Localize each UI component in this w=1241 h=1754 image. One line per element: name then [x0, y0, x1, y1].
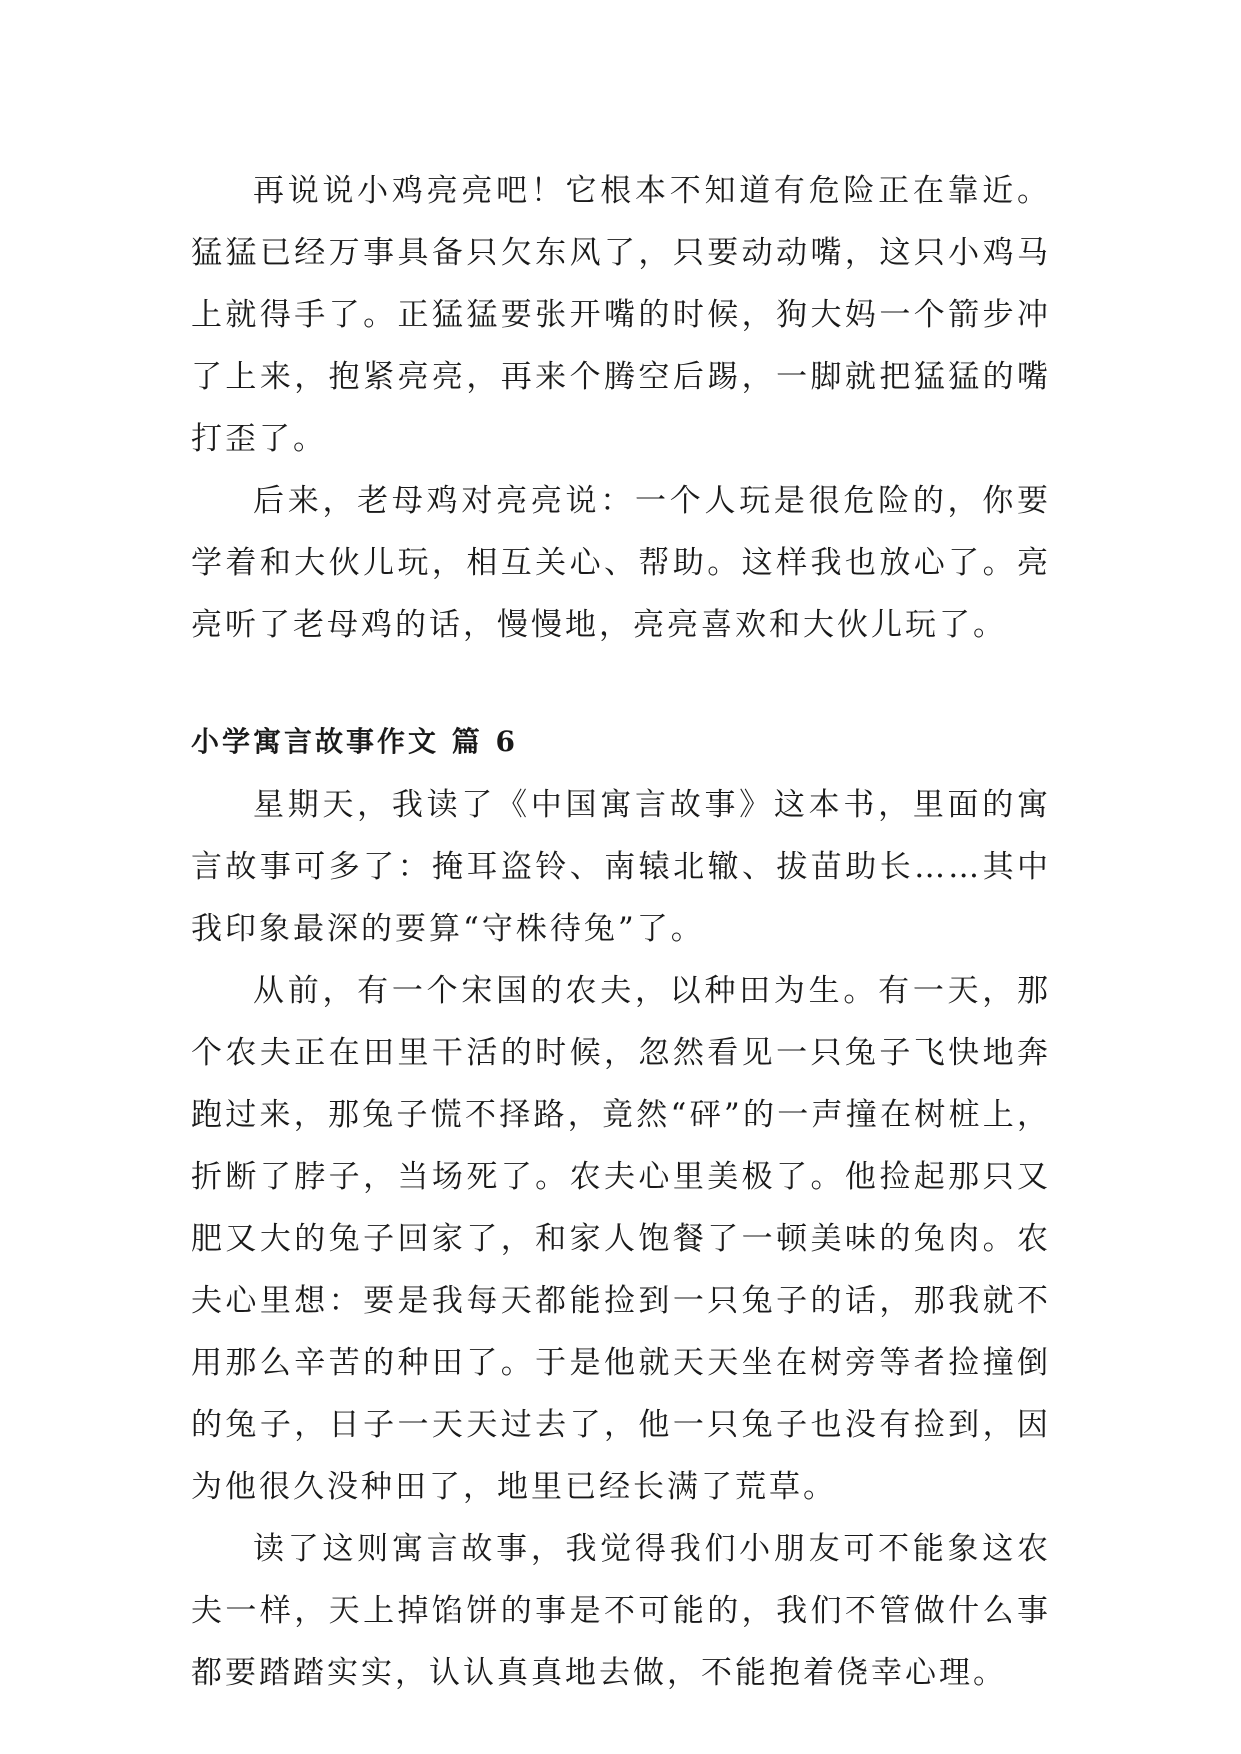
paragraph-reflection: 读了这则寓言故事，我觉得我们小朋友可不能象这农夫一样，天上掉馅饼的事是不可能的，我们不管做什么事都要踏踏实实，认认真真地去做，不能抱着侥幸心理。: [191, 1531, 1051, 1691]
section-spacer: [191, 656, 1051, 714]
section-title: 小学寓言故事作文 篇 6: [191, 725, 518, 758]
paragraph-story-farmer: 从前，有一个宋国的农夫，以种田为生。有一天，那个农夫正在田里干活的时候，忽然看见一只兔子飞快地奔跑过来，那兔子慌不择路，竟然“砰”的一声撞在树桩上，折断了脖子，当场死了。农夫心里美极了。他捡起那只又肥又大的兔子回家了，和家人饱餐了一顿美味的兔肉。农夫心里想：要是我每天都能捡到一只兔子的话，那我就不用那么辛苦的种田了。于是他就天天坐在树旁等者捡撞倒的兔子，日子一天天过去了，他一只兔子也没有捡到，因为他很久没种田了，地里已经长满了荒草。: [191, 973, 1051, 1505]
paragraph-chick-liangliang: 再说说小鸡亮亮吧！它根本不知道有危险正在靠近。猛猛已经万事具备只欠东风了，只要动动嘴，这只小鸡马上就得手了。正猛猛要张开嘴的时候，狗大妈一个箭步冲了上来，抱紧亮亮，再来个腾空后踢，一脚就把猛猛的嘴打歪了。: [191, 173, 1051, 457]
document-body: [191, 160, 1051, 1704]
paragraph-reading-book: 星期天，我读了《中国寓言故事》这本书，里面的寓言故事可多了：掩耳盗铃、南辕北辙、拔苗助长……其中我印象最深的要算“守株待兔”了。: [191, 787, 1051, 947]
paragraph-mother-hen-advice: 后来，老母鸡对亮亮说：一个人玩是很危险的，你要学着和大伙儿玩，相互关心、帮助。这样我也放心了。亮亮听了老母鸡的话，慢慢地，亮亮喜欢和大伙儿玩了。: [191, 483, 1051, 643]
